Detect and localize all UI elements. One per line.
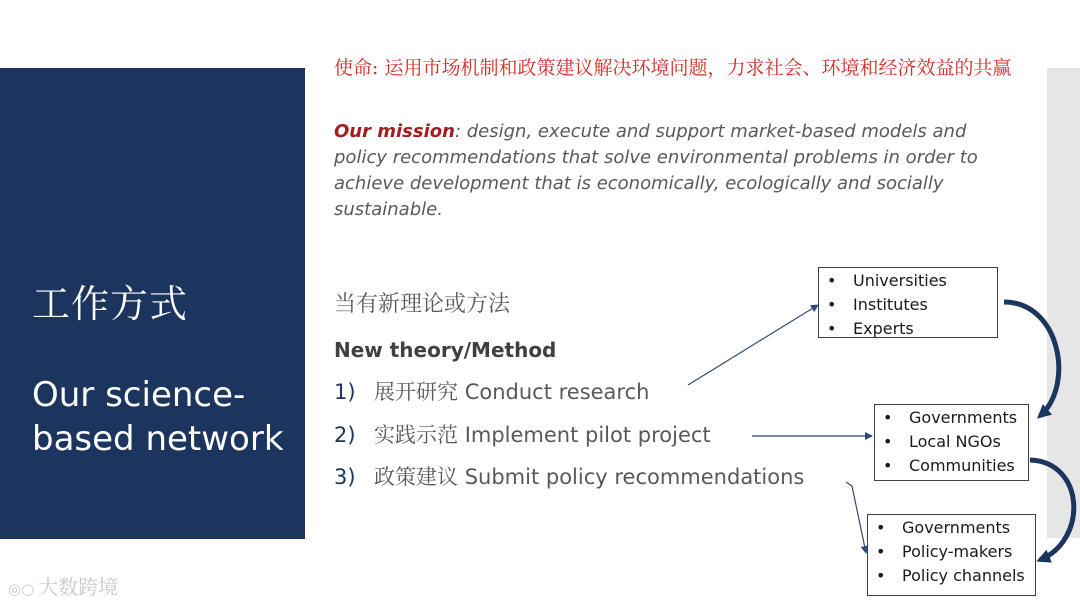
slide-title-cn: 工作方式 xyxy=(32,282,189,326)
step-label-cn: 展开研究 xyxy=(374,380,458,404)
list-item: • Local NGOs xyxy=(881,430,1022,454)
arrow-policy-to-partners xyxy=(846,482,866,553)
slide-title-en: Our science-based network xyxy=(32,375,284,459)
approach-heading-cn: 当有新理论或方法 xyxy=(334,292,511,317)
list-item: • Experts xyxy=(825,317,991,341)
step-number: 2) xyxy=(334,423,356,447)
step-label-cn: 政策建议 xyxy=(374,465,458,489)
approach-heading-en: New theory/Method xyxy=(334,338,557,362)
logo-icon: ◎○ xyxy=(8,580,35,598)
watermark-text: 大数跨境 xyxy=(38,575,119,599)
step-label-en: Implement pilot project xyxy=(464,423,711,447)
list-item: • Policy-makers xyxy=(874,540,1029,564)
curved-arrow-1 xyxy=(1004,302,1059,416)
list-item: • Governments xyxy=(874,516,1029,540)
list-item: • Institutes xyxy=(825,293,991,317)
step-number: 1) xyxy=(334,380,356,404)
step-label-en: Conduct research xyxy=(464,380,650,404)
list-item: • Policy channels xyxy=(874,564,1029,588)
arrow-research-to-partners xyxy=(688,305,818,385)
step-label-cn: 实践示范 xyxy=(374,423,458,447)
step-number: 3) xyxy=(334,465,356,489)
step-label-en: Submit policy recommendations xyxy=(464,465,805,489)
mission-text: : design, execute and support market-based models and policy recommendations that solve environmental problems in order to achieve development that is economically, ecologically and socially sustainable. xyxy=(334,121,978,220)
watermark xyxy=(8,574,118,602)
mission-label: Our mission xyxy=(334,121,455,142)
list-item: • Universities xyxy=(825,269,991,293)
list-item: • Communities xyxy=(881,454,1022,478)
mission-statement-cn: 使命: 运用市场机制和政策建议解决环境问题，力求社会、环境和经济效益的共赢 xyxy=(334,57,1012,79)
curved-arrow-2 xyxy=(1030,460,1074,560)
list-item: • Governments xyxy=(881,406,1022,430)
